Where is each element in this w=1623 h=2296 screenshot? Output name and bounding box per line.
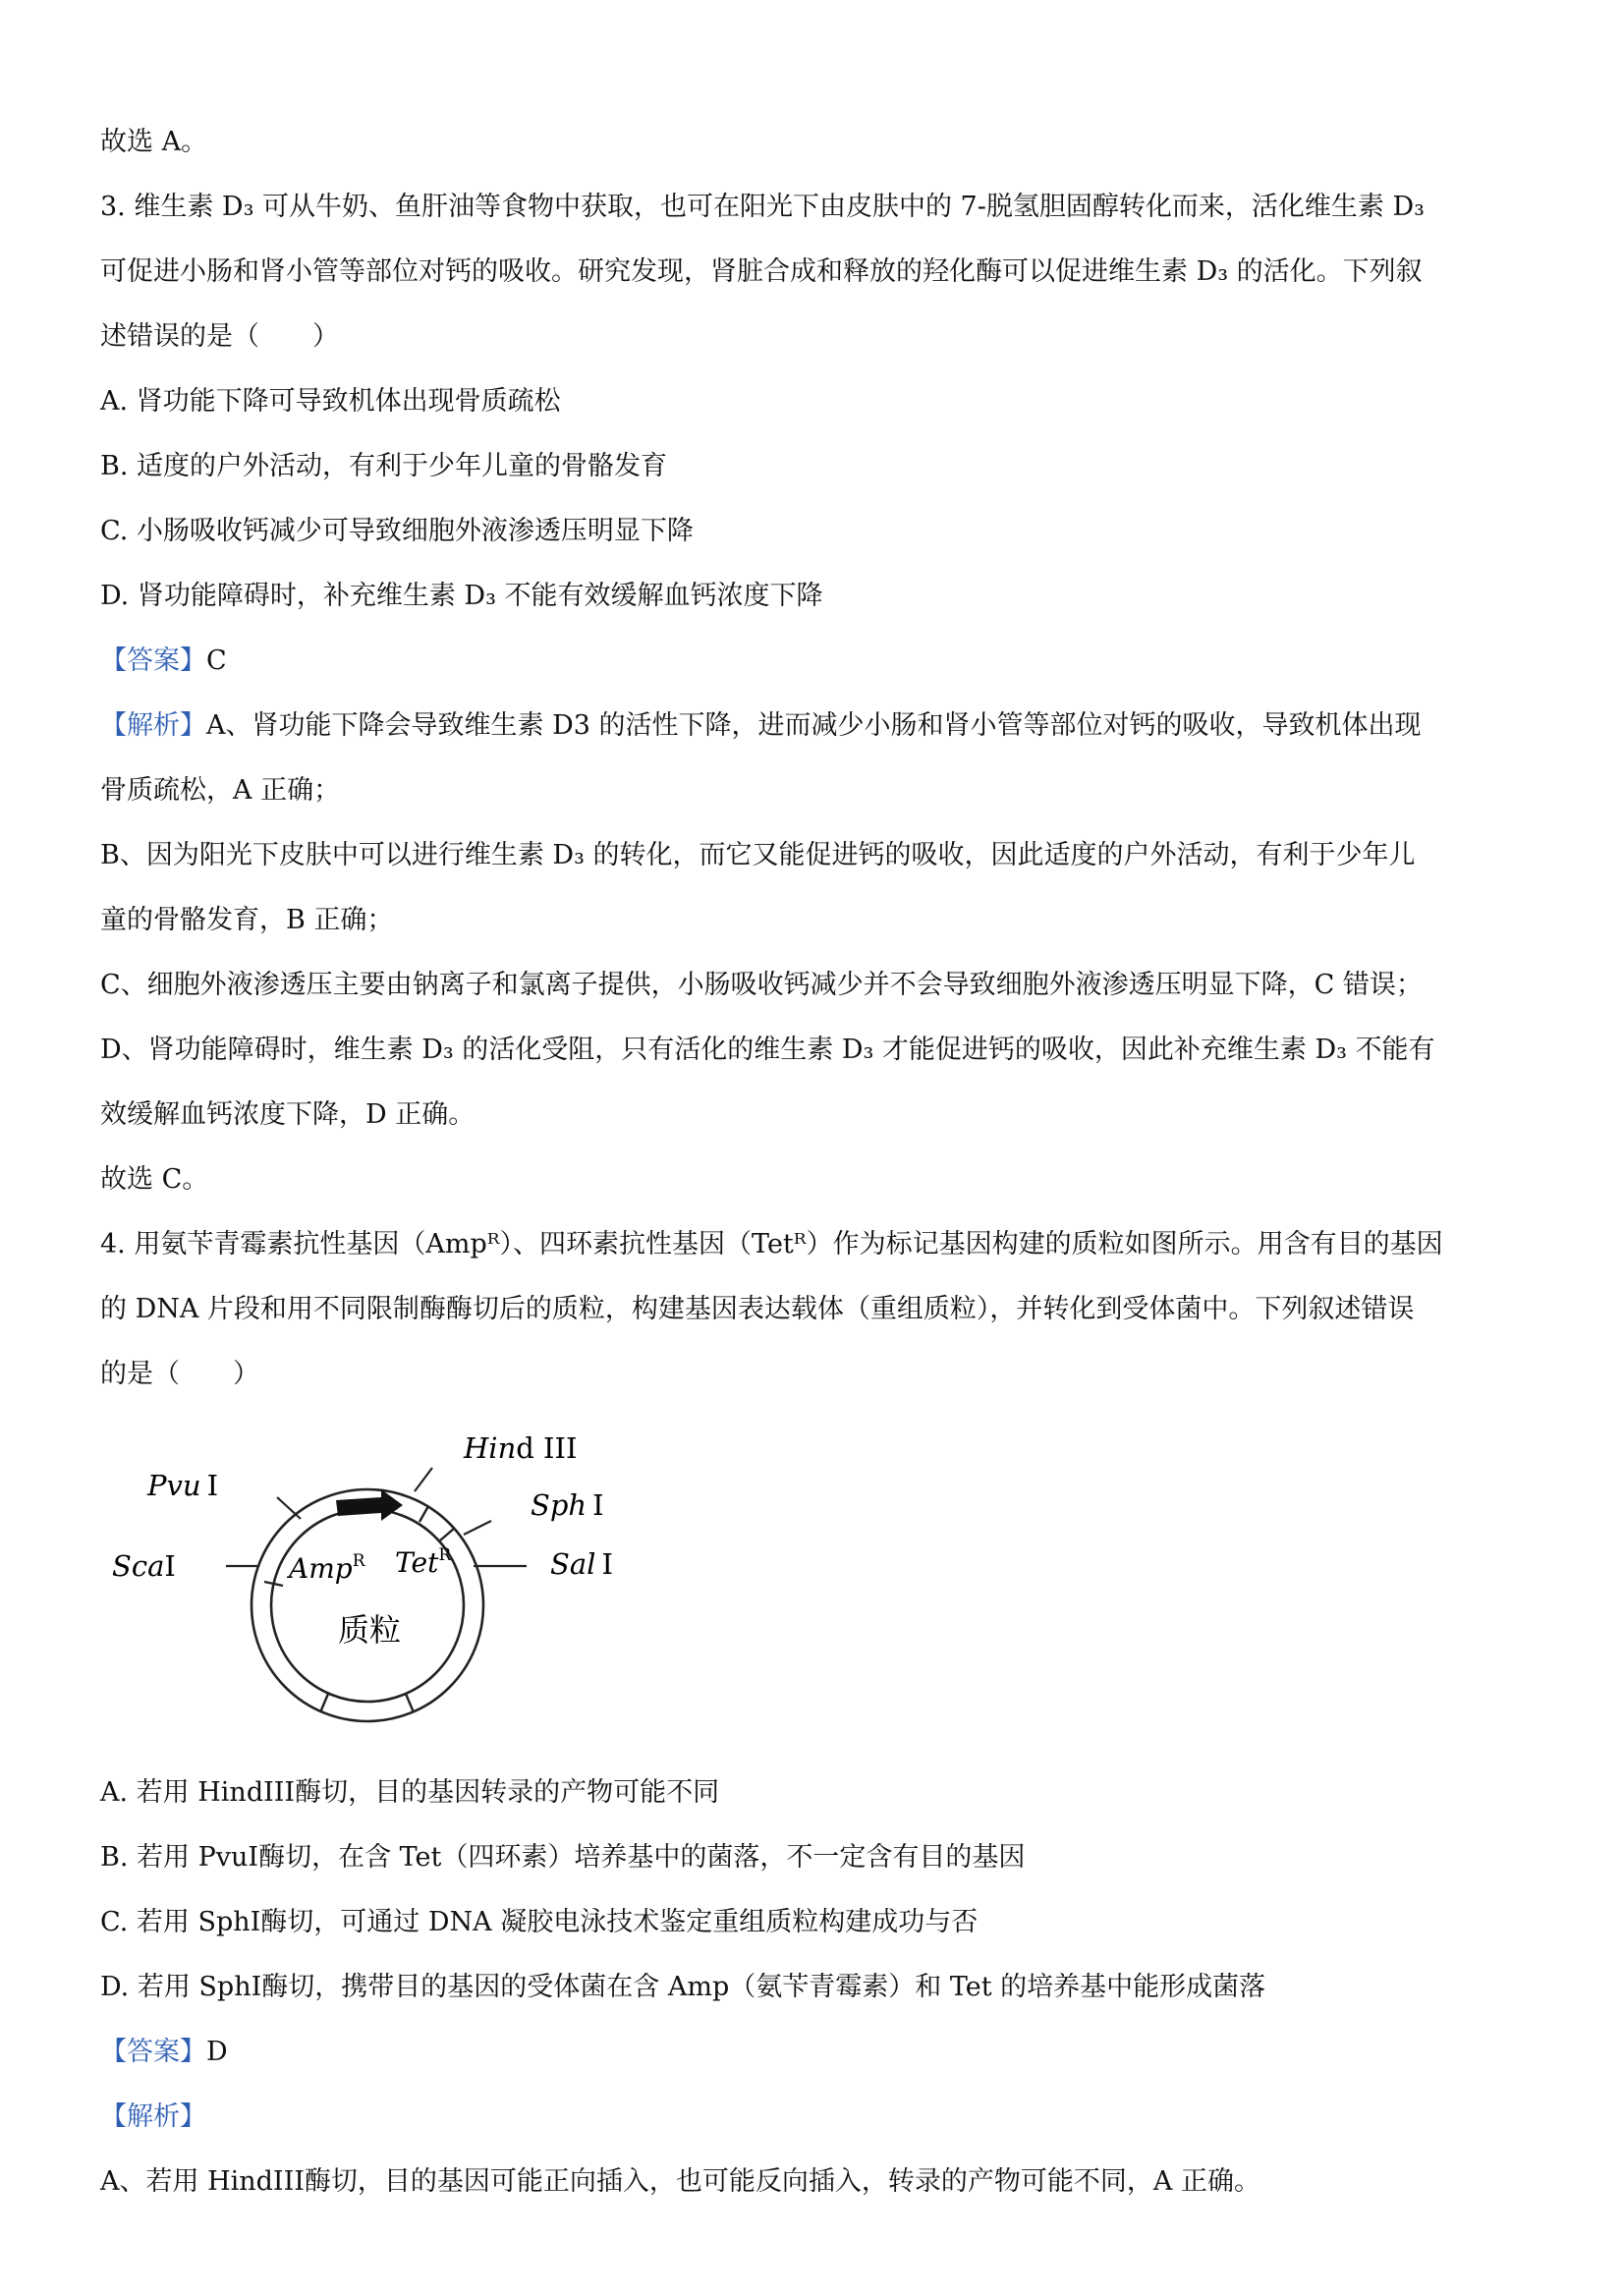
plasmid-diagram bbox=[102, 1419, 731, 1743]
question-3-option-d: D. 肾功能障碍时，补充维生素 D₃ 不能有效缓解血钙浓度下降 bbox=[100, 581, 823, 611]
question-3-answer bbox=[100, 629, 1535, 694]
promoter-arrow-icon bbox=[336, 1489, 403, 1521]
question-3-stem-line: 可促进小肠和肾小管等部位对钙的吸收。研究发现，肾脏合成和释放的羟化酶可以促进维生素 D₃ 的活化。下列叙 bbox=[100, 256, 1423, 287]
question-3-option-b: B. 适度的户外活动，有利于少年儿童的骨骼发育 bbox=[100, 451, 668, 481]
answer-tag: 【答案】 bbox=[100, 645, 206, 676]
question-3-stem-line: 3. 维生素 D₃ 可从牛奶、鱼肝油等食物中获取，也可在阳光下由皮肤中的 7-脱氢胆固醇转化而来，活化维生素 D₃ bbox=[100, 192, 1425, 222]
hind-label: Hind III bbox=[464, 1431, 578, 1465]
analysis-text: A、肾功能下降会导致维生素 D3 的活性下降，进而减少小肠和肾小管等部位对钙的吸收，导致机体出现 bbox=[206, 710, 1422, 741]
restriction-site-lines bbox=[226, 1468, 527, 1566]
question-3-analysis-line: B、因为阳光下皮肤中可以进行维生素 D₃ 的转化，而它又能促进钙的吸收，因此适度的户外活动，有利于少年儿 bbox=[100, 840, 1416, 870]
question-3-option-a: A. 肾功能下降可导致机体出现骨质疏松 bbox=[100, 386, 561, 417]
amp-gene-label: Amp$^R$ bbox=[289, 1551, 365, 1585]
question-3-conclusion: 故选 C。 bbox=[100, 1164, 209, 1195]
answer-value: D bbox=[206, 2037, 228, 2067]
question-4-analysis-line: A、若用 HindIII酶切，目的基因可能正向插入，也可能反向插入，转录的产物可能不同，A 正确。 bbox=[100, 2166, 1261, 2197]
plasmid-outer-ring bbox=[252, 1489, 483, 1721]
question-3-stem-line: 述错误的是（ ） bbox=[100, 321, 339, 352]
question-4-option-c: C. 若用 SphⅠ酶切，可通过 DNA 凝胶电泳技术鉴定重组质粒构建成功与否 bbox=[100, 1907, 979, 1937]
question-3-analysis-line: 效缓解血钙浓度下降，D 正确。 bbox=[100, 1099, 476, 1130]
text-line: 故选 A。 bbox=[100, 127, 208, 157]
question-3-analysis-line: D、肾功能障碍时，维生素 D₃ 的活化受阻，只有活化的维生素 D₃ 才能促进钙的吸收，因此补充维生素 D₃ 不能有 bbox=[100, 1035, 1435, 1065]
plasmid-label: 质粒 bbox=[338, 1611, 402, 1649]
question-4-analysis-heading bbox=[100, 2085, 1535, 2150]
sca-label: ScaI bbox=[112, 1549, 176, 1583]
sph-label: Sph I bbox=[531, 1488, 604, 1522]
question-4-stem-line: 4. 用氨苄青霉素抗性基因（Ampᴿ）、四环素抗性基因（Tetᴿ）作为标记基因构建的质粒如图所示。用含有目的基因 bbox=[100, 1229, 1443, 1260]
question-4-stem-line: 的是（ ） bbox=[100, 1359, 259, 1389]
question-3-analysis-line: 童的骨骼发育，B 正确； bbox=[100, 905, 394, 935]
question-4-option-a: A. 若用 HindIII酶切，目的基因转录的产物可能不同 bbox=[100, 1777, 720, 1808]
question-3-option-c: C. 小肠吸收钙减少可导致细胞外液渗透压明显下降 bbox=[100, 516, 694, 546]
question-3-analysis-line bbox=[100, 694, 1535, 758]
analysis-tag: 【解析】 bbox=[100, 2101, 206, 2132]
plasmid-figure bbox=[100, 1407, 1535, 1761]
question-3-analysis-line: C、细胞外液渗透压主要由钠离子和氯离子提供，小肠吸收钙减少并不会导致细胞外液渗透压明显下降，C 错误； bbox=[100, 970, 1423, 1000]
sal-label: Sal I bbox=[550, 1547, 613, 1581]
tet-gene-label: Tet$^R$ bbox=[395, 1545, 452, 1579]
question-3-analysis-line: 骨质疏松，A 正确； bbox=[100, 775, 341, 806]
document-page bbox=[100, 110, 1535, 2214]
plasmid-inner-ring bbox=[271, 1509, 464, 1702]
question-4-option-b: B. 若用 PvuⅠ酶切，在含 Tet（四环素）培养基中的菌落，不一定含有目的基因 bbox=[100, 1842, 1026, 1873]
question-4-option-d: D. 若用 SphⅠ酶切，携带目的基因的受体菌在含 Amp（氨苄青霉素）和 Tet 的培养基中能形成菌落 bbox=[100, 1972, 1266, 2002]
pvu-label: Pvu I bbox=[147, 1469, 219, 1502]
analysis-tag: 【解析】 bbox=[100, 710, 206, 741]
question-4-answer bbox=[100, 2020, 1535, 2085]
question-4-stem-line: 的 DNA 片段和用不同限制酶酶切后的质粒，构建基因表达载体（重组质粒），并转化到受体菌中。下列叙述错误 bbox=[100, 1294, 1415, 1324]
answer-value: C bbox=[206, 645, 227, 676]
answer-tag: 【答案】 bbox=[100, 2037, 206, 2067]
